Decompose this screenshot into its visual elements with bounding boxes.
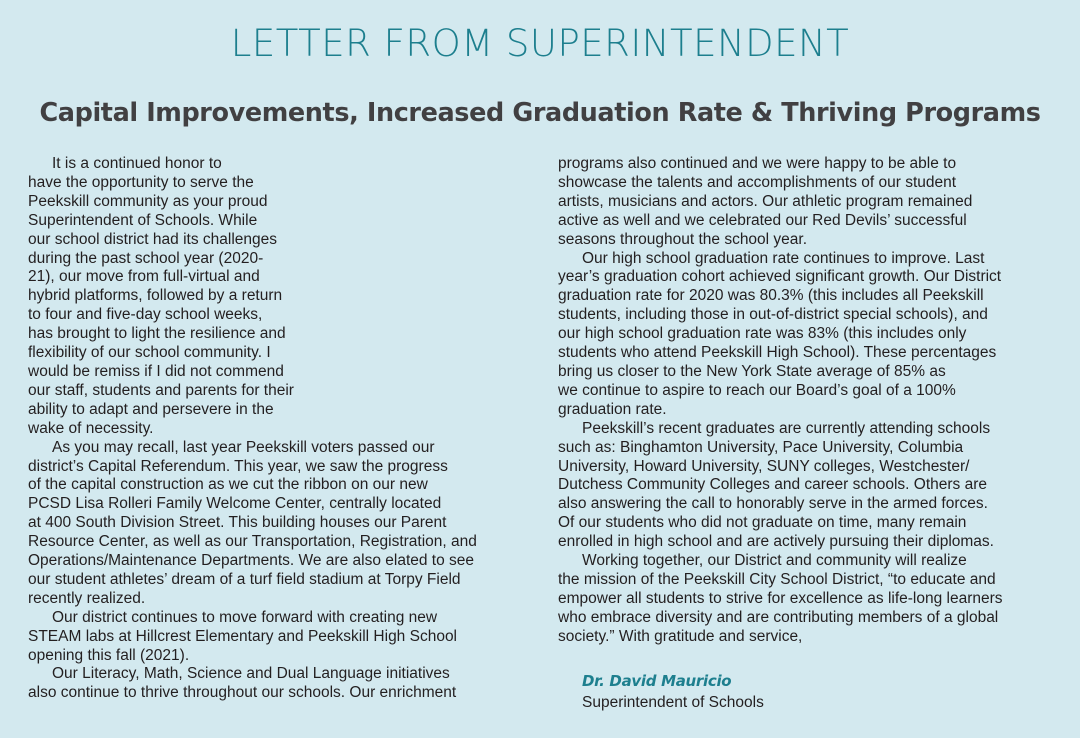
- text-line: Superintendent of Schools. While: [28, 211, 258, 229]
- text-line: society.” With gratitude and service,: [558, 627, 803, 645]
- text-line: Peekskill community as your proud: [28, 192, 268, 210]
- text-line: PCSD Lisa Rolleri Family Welcome Center, centrally located: [28, 495, 442, 513]
- text-line: our high school graduation rate was 83% (this includes only: [558, 325, 967, 343]
- text-line: 21), our move from full-virtual and: [28, 268, 260, 286]
- text-line: Working together, our District and community will realize: [582, 552, 967, 570]
- text-line: It is a continued honor to: [52, 155, 222, 172]
- text-line: bring us closer to the New York State average of 85% as: [558, 362, 946, 380]
- text-line: Peekskill’s recent graduates are currently attending schools: [582, 419, 991, 437]
- right-text-column: [558, 155, 1058, 647]
- text-line: at 400 South Division Street. This building houses our Parent: [28, 514, 447, 532]
- text-line: Operations/Maintenance Departments. We are also elated to see: [28, 552, 475, 570]
- text-line: programs also continued and we were happy to be able to: [558, 155, 957, 172]
- text-line: also answering the call to honorably serve in the armed forces.: [558, 495, 988, 513]
- text-line: Our district continues to move forward with creating new: [52, 608, 438, 626]
- text-line: opening this fall (2021).: [28, 646, 190, 664]
- text-line: of the capital construction as we cut the ribbon on our new: [28, 476, 428, 494]
- text-line: recently realized.: [28, 589, 146, 607]
- text-line: year’s graduation cohort achieved significant growth. Our District: [558, 268, 1002, 286]
- letter-headline: Capital Improvements, Increased Graduation Rate & Thriving Programs: [39, 98, 1041, 128]
- text-line: Resource Center, as well as our Transportation, Registration, and: [28, 533, 477, 551]
- text-line: also continue to thrive throughout our schools. Our enrichment: [28, 684, 457, 702]
- text-line: active as well and we celebrated our Red Devils’ successful: [558, 211, 967, 229]
- text-line: district’s Capital Referendum. This year, we saw the progress: [28, 457, 448, 475]
- text-line: have the opportunity to serve the: [28, 173, 254, 191]
- text-line: empower all students to strive for excellence as life-long learners: [558, 589, 1003, 607]
- text-line: during the past school year (2020-: [28, 249, 264, 267]
- text-line: has brought to light the resilience and: [28, 325, 286, 343]
- text-line: enrolled in high school and are actively pursuing their diplomas.: [558, 533, 994, 551]
- text-line: students, including those in out-of-district special schools), and: [558, 306, 988, 324]
- text-line: graduation rate.: [558, 400, 667, 418]
- text-line: ability to adapt and persevere in the: [28, 400, 274, 418]
- text-line: Our high school graduation rate continues to improve. Last: [582, 249, 985, 267]
- text-line: Of our students who did not graduate on time, many remain: [558, 514, 967, 532]
- text-line: such as: Binghamton University, Pace University, Columbia: [558, 438, 964, 456]
- text-line: As you may recall, last year Peekskill voters passed our: [52, 438, 435, 456]
- text-line: to four and five-day school weeks,: [28, 306, 263, 324]
- signature-name: Dr. David Mauricio: [582, 672, 732, 690]
- text-line: hybrid platforms, followed by a return: [28, 287, 283, 305]
- text-line: showcase the talents and accomplishments of our student: [558, 173, 957, 191]
- text-line: would be remiss if I did not commend: [28, 362, 284, 380]
- text-line: University, Howard University, SUNY colleges, Westchester/: [558, 457, 970, 475]
- signature-block: [582, 672, 764, 712]
- text-line: our staff, students and parents for their: [28, 381, 294, 399]
- text-line: seasons throughout the school year.: [558, 230, 808, 248]
- text-line: graduation rate for 2020 was 80.3% (this includes all Peekskill: [558, 287, 984, 305]
- text-line: our student athletes’ dream of a turf field stadium at Torpy Field: [28, 570, 461, 588]
- text-line: flexibility of our school community. I: [28, 344, 271, 362]
- text-line: Our Literacy, Math, Science and Dual Language initiatives: [52, 665, 450, 683]
- text-line: wake of necessity.: [28, 419, 154, 437]
- text-line: artists, musicians and actors. Our athletic program remained: [558, 192, 973, 210]
- text-line: our school district had its challenges: [28, 230, 277, 248]
- text-line: Dutchess Community Colleges and career schools. Others are: [558, 476, 988, 494]
- page-title: LETTER FROM SUPERINTENDENT: [230, 22, 850, 65]
- text-line: students who attend Peekskill High School). These percentages: [558, 344, 997, 362]
- text-line: who embrace diversity and are contributing members of a global: [558, 608, 999, 626]
- text-line: STEAM labs at Hillcrest Elementary and Peekskill High School: [28, 627, 458, 645]
- text-line: we continue to aspire to reach our Board’s goal of a 100%: [558, 381, 956, 399]
- left-text-column: [28, 155, 528, 703]
- text-line: the mission of the Peekskill City School District, “to educate and: [558, 570, 996, 588]
- signature-title: Superintendent of Schools: [582, 694, 764, 711]
